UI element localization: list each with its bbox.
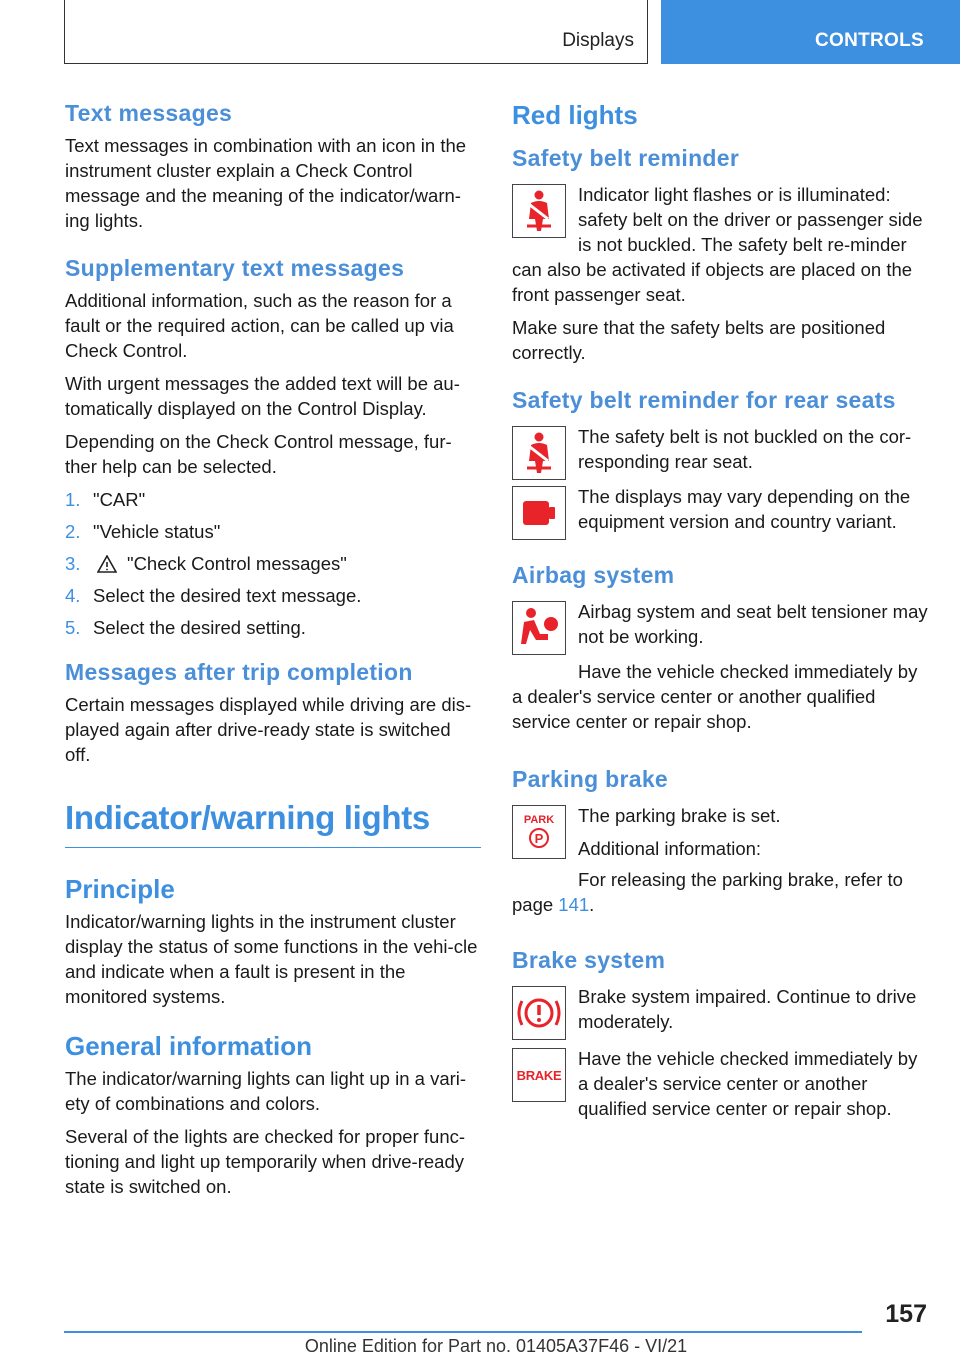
parking-body: The parking brake is set. [578, 805, 781, 826]
rear-row-1 [512, 424, 930, 480]
airbag-heading: Airbag system [512, 562, 675, 588]
principle-heading: Principle [65, 874, 175, 904]
controls-tab[interactable] [661, 0, 960, 64]
parking-p2: Additional information: [578, 838, 762, 859]
airbag-p2: Have the vehicle checked immediately by a dealer's service center or another qualified service center or repair shop. [512, 661, 918, 732]
brake-icon-text: BRAKE [516, 1067, 562, 1083]
right-column [512, 100, 930, 1121]
parking-brake-icon [512, 805, 566, 859]
principle-body: Indicator/warning lights in the instrument cluster display the status of some functions in the vehi-cle and indicate when a fault is present in the monitored systems. [65, 911, 478, 1007]
rear-heading: Safety belt reminder for rear seats [512, 387, 896, 413]
airbag-row [512, 599, 930, 655]
edition-footer: Online Edition for Part no. 01405A37F46 - VI/21 [304, 1336, 688, 1356]
brake-row-2 [512, 1046, 930, 1121]
indicator-lights-title: Indicator/warning lights [65, 799, 481, 848]
list-item: 3. "Check Control messages" [65, 553, 347, 574]
text-messages-body: Text messages in combination with an icon in the instrument cluster explain a Check Control message and the meaning of the indicator/warn-ing lights. [65, 135, 467, 231]
list-item: 2. "Vehicle status" [65, 521, 221, 542]
seat-belt-rear-icon [512, 426, 566, 480]
rear-row-2 [512, 484, 930, 540]
section-title: Displays [562, 30, 634, 51]
rear-seat-display-icon [512, 486, 566, 540]
seat-belt-icon [512, 184, 566, 238]
controls-tab-label: CONTROLS [815, 30, 925, 51]
red-lights-heading: Red lights [512, 100, 638, 130]
text-messages-heading: Text messages [65, 100, 233, 126]
park-icon-text: PARK [523, 814, 555, 826]
brake-p2: Have the vehicle checked immediately by a dealer's service center or another qualified service center or repair shop. [578, 1048, 918, 1119]
after-trip-body: Certain messages displayed while driving are dis-played again after drive-ready state is switched off. [65, 694, 472, 765]
page-link[interactable]: 141 [558, 894, 590, 915]
parking-p3: For releasing the parking brake, refer to page 141. [512, 869, 903, 915]
brake-warning-icon [512, 986, 566, 1040]
warning-triangle-icon [97, 551, 117, 576]
belt-p2: Make sure that the safety belts are positioned correctly. [512, 317, 886, 363]
svg-text:P: P [534, 831, 544, 846]
list-item: 4. Select the desired text message. [65, 585, 362, 606]
belt-section [512, 182, 930, 307]
supplementary-p3: Depending on the Check Control message, fur-ther help can be selected. [65, 431, 452, 477]
rear-p2: The displays may vary depending on the equipment version and country variant. [578, 486, 911, 532]
airbag-body: Airbag system and seat belt tensioner may not be working. [578, 601, 928, 647]
belt-heading: Safety belt reminder [512, 145, 740, 171]
after-trip-heading: Messages after trip completion [65, 659, 413, 685]
belt-body: Indicator light flashes or is illuminated: safety belt on the driver or passenger side is not buckled. The safety belt re-minder can also be activated if objects are placed on the front passenger seat. [512, 184, 923, 305]
brake-heading: Brake system [512, 947, 666, 973]
steps-list [65, 487, 481, 640]
brake-body: Brake system impaired. Continue to drive moderately. [578, 986, 917, 1032]
brake-row-1 [512, 984, 930, 1040]
general-p1: The indicator/warning lights can light up in a vari-ety of combinations and colors. [65, 1068, 467, 1114]
supplementary-p1: Additional information, such as the reason for a fault or the required action, can be called up via Check Control. [65, 290, 454, 361]
brake-text-icon [512, 1048, 566, 1102]
supplementary-p2: With urgent messages the added text will be au-tomatically displayed on the Control Display. [65, 373, 460, 419]
general-heading: General information [65, 1031, 313, 1061]
list-item: 1. "CAR" [65, 489, 146, 510]
rear-body: The safety belt is not buckled on the cor-responding rear seat. [578, 426, 912, 472]
header-box [64, 0, 648, 64]
left-column [65, 100, 481, 1199]
airbag-icon [512, 601, 566, 655]
parking-row [512, 803, 930, 861]
list-item: 5. Select the desired setting. [65, 617, 306, 638]
page-number: 157 [885, 1300, 927, 1328]
supplementary-heading: Supplementary text messages [65, 255, 405, 281]
parking-heading: Parking brake [512, 766, 669, 792]
general-p2: Several of the lights are checked for proper func-tioning and light up temporarily when drive-ready state is switched on. [65, 1126, 466, 1197]
footer-divider [64, 1331, 862, 1333]
